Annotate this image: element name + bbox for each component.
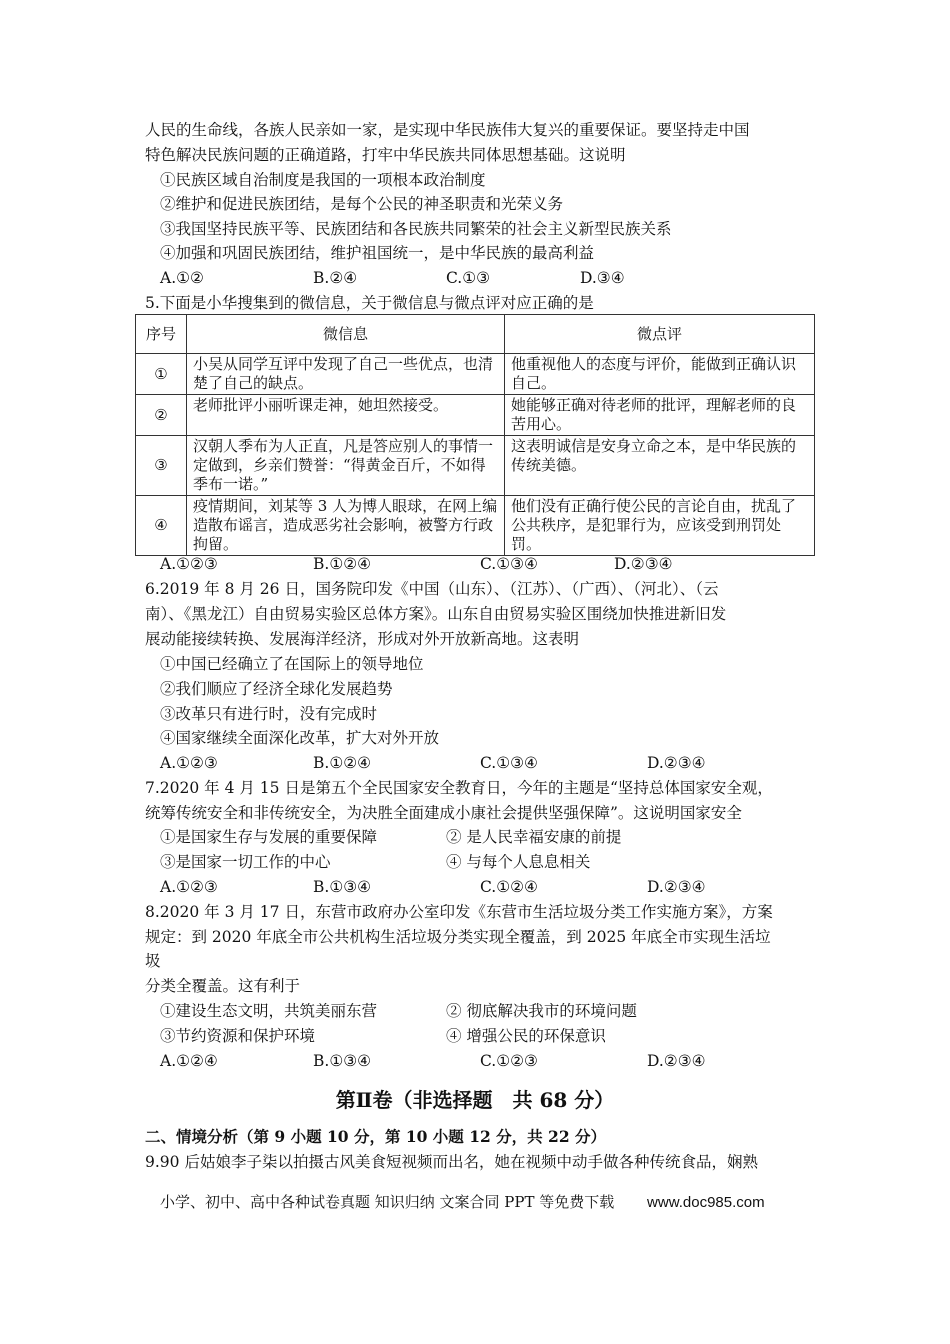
q4-item-4: ④加强和巩固民族团结，维护祖国统一，是中华民族的最高利益 bbox=[160, 244, 595, 262]
q6-stem-line-3: 展动能接续转换、发展海洋经济，形成对外开放新高地。这表明 bbox=[145, 630, 580, 648]
q5-table bbox=[135, 314, 815, 556]
q8-option-d: D.②③④ bbox=[647, 1052, 706, 1070]
footer-link[interactable]: www.doc985.com bbox=[647, 1194, 765, 1211]
q8-item-3: ③节约资源和保护环境 bbox=[160, 1027, 316, 1045]
q4-option-c: C.①③ bbox=[446, 269, 491, 287]
q5-option-a: A.①②③ bbox=[160, 555, 218, 573]
q7-item-4: ④ 与每个人息息相关 bbox=[446, 853, 591, 871]
q4-stem-line-2: 特色解决民族问题的正确道路，打牢中华民族共同体思想基础。这说明 bbox=[145, 146, 626, 164]
q4-option-b: B.②④ bbox=[313, 269, 358, 287]
q7-item-2: ② 是人民幸福安康的前提 bbox=[446, 828, 622, 846]
row-number: ② bbox=[136, 395, 187, 436]
q8-option-b: B.①③④ bbox=[313, 1052, 372, 1070]
q8-option-c: C.①②③ bbox=[480, 1052, 538, 1070]
q5-option-c: C.①③④ bbox=[480, 555, 538, 573]
q7-option-d: D.②③④ bbox=[647, 878, 706, 896]
q8-stem-line-3: 圾 bbox=[145, 952, 161, 970]
q4-option-a: A.①② bbox=[160, 269, 204, 287]
q7-option-b: B.①③④ bbox=[313, 878, 372, 896]
q4-option-d: D.③④ bbox=[580, 269, 625, 287]
q4-item-2: ②维护和促进民族团结，是每个公民的神圣职责和光荣义务 bbox=[160, 195, 564, 213]
q7-item-1: ①是国家生存与发展的重要保障 bbox=[160, 828, 378, 846]
row-info: 汉朝人季布为人正直，凡是答应别人的事情一定做到，乡亲们赞誉：“得黄金百斤，不如得季布一诺。” bbox=[187, 436, 505, 496]
q4-item-1: ①民族区域自治制度是我国的一项根本政治制度 bbox=[160, 171, 486, 189]
table-row bbox=[136, 395, 815, 436]
q6-stem-line-1: 6.2019 年 8 月 26 日，国务院印发《中国（山东）、（江苏）、（广西）、（河北）、（云 bbox=[145, 580, 719, 598]
q8-item-1: ①建设生态文明，共筑美丽东营 bbox=[160, 1002, 378, 1020]
q8-stem-line-4: 分类全覆盖。这有利于 bbox=[145, 977, 301, 995]
row-comment: 她能够正确对待老师的批评，理解老师的良苦用心。 bbox=[505, 395, 815, 436]
row-comment: 他们没有正确行使公民的言论自由，扰乱了公共秩序，是犯罪行为，应该受到刑罚处罚。 bbox=[505, 496, 815, 556]
q5-option-d: D.②③④ bbox=[614, 555, 673, 573]
row-info: 小吴从同学互评中发现了自己一些优点，也清楚了自己的缺点。 bbox=[187, 354, 505, 395]
section-heading: 二、情境分析（第 9 小题 10 分，第 10 小题 12 分，共 22 分） bbox=[145, 1127, 607, 1146]
q6-option-d: D.②③④ bbox=[647, 754, 706, 772]
q6-stem-line-2: 南）、《黑龙江）自由贸易实验区总体方案》。山东自由贸易实验区围绕加快推进新旧发 bbox=[145, 605, 727, 623]
q6-option-c: C.①③④ bbox=[480, 754, 538, 772]
q8-stem-line-2: 规定：到 2020 年底全市公共机构生活垃圾分类实现全覆盖，到 2025 年底全市实现生活垃 bbox=[145, 928, 771, 946]
q4-stem-line-1: 人民的生命线，各族人民亲如一家，是实现中华民族伟大复兴的重要保证。要坚持走中国 bbox=[145, 121, 750, 139]
page-footer bbox=[160, 1192, 765, 1213]
row-comment: 这表明诚信是安身立命之本，是中华民族的传统美德。 bbox=[505, 436, 815, 496]
q8-item-2: ② 彻底解决我市的环境问题 bbox=[446, 1002, 637, 1020]
table-row bbox=[136, 496, 815, 556]
row-number: ① bbox=[136, 354, 187, 395]
footer-text: 小学、初中、高中各种试卷真题 知识归纳 文案合同 PPT 等免费下载 bbox=[160, 1193, 615, 1211]
q6-item-3: ③改革只有进行时，没有完成时 bbox=[160, 705, 378, 723]
q6-item-1: ①中国已经确立了在国际上的领导地位 bbox=[160, 655, 424, 673]
q8-item-4: ④ 增强公民的环保意识 bbox=[446, 1027, 606, 1045]
header-number: 序号 bbox=[136, 315, 187, 354]
header-info: 微信息 bbox=[187, 315, 505, 354]
table-row bbox=[136, 436, 815, 496]
row-number: ④ bbox=[136, 496, 187, 556]
q5-option-b: B.①②④ bbox=[313, 555, 372, 573]
q6-item-2: ②我们顺应了经济全球化发展趋势 bbox=[160, 680, 393, 698]
header-comment: 微点评 bbox=[505, 315, 815, 354]
part-two-title: 第Ⅱ卷（非选择题 共 68 分） bbox=[335, 1088, 615, 1112]
row-number: ③ bbox=[136, 436, 187, 496]
q6-option-b: B.①②④ bbox=[313, 754, 372, 772]
table-row bbox=[136, 354, 815, 395]
q8-option-a: A.①②④ bbox=[160, 1052, 218, 1070]
q7-stem-line-1: 7.2020 年 4 月 15 日是第五个全民国家安全教育日，今年的主题是“坚持总体国家安全观， bbox=[145, 779, 773, 797]
q7-stem-line-2: 统筹传统安全和非传统安全，为决胜全面建成小康社会提供坚强保障”。这说明国家安全 bbox=[145, 804, 742, 822]
row-info: 老师批评小丽听课走神，她坦然接受。 bbox=[187, 395, 505, 436]
q6-option-a: A.①②③ bbox=[160, 754, 218, 772]
q5-stem: 5.下面是小华搜集到的微信息，关于微信息与微点评对应正确的是 bbox=[145, 294, 594, 312]
row-comment: 他重视他人的态度与评价，能做到正确认识自己。 bbox=[505, 354, 815, 395]
row-info: 疫情期间，刘某等 3 人为博人眼球，在网上编造散布谣言，造成恶劣社会影响，被警方行政拘留。 bbox=[187, 496, 505, 556]
q7-item-3: ③是国家一切工作的中心 bbox=[160, 853, 331, 871]
q6-item-4: ④国家继续全面深化改革，扩大对外开放 bbox=[160, 729, 440, 747]
q7-option-a: A.①②③ bbox=[160, 878, 218, 896]
table-header-row bbox=[136, 315, 815, 354]
q7-option-c: C.①②④ bbox=[480, 878, 538, 896]
q9-stem: 9.90 后姑娘李子柒以拍摄古风美食短视频而出名，她在视频中动手做各种传统食品，娴熟 bbox=[145, 1153, 758, 1171]
q4-item-3: ③我国坚持民族平等、民族团结和各民族共同繁荣的社会主义新型民族关系 bbox=[160, 220, 672, 238]
q8-stem-line-1: 8.2020 年 3 月 17 日，东营市政府办公室印发《东营市生活垃圾分类工作实施方案》，方案 bbox=[145, 903, 773, 921]
